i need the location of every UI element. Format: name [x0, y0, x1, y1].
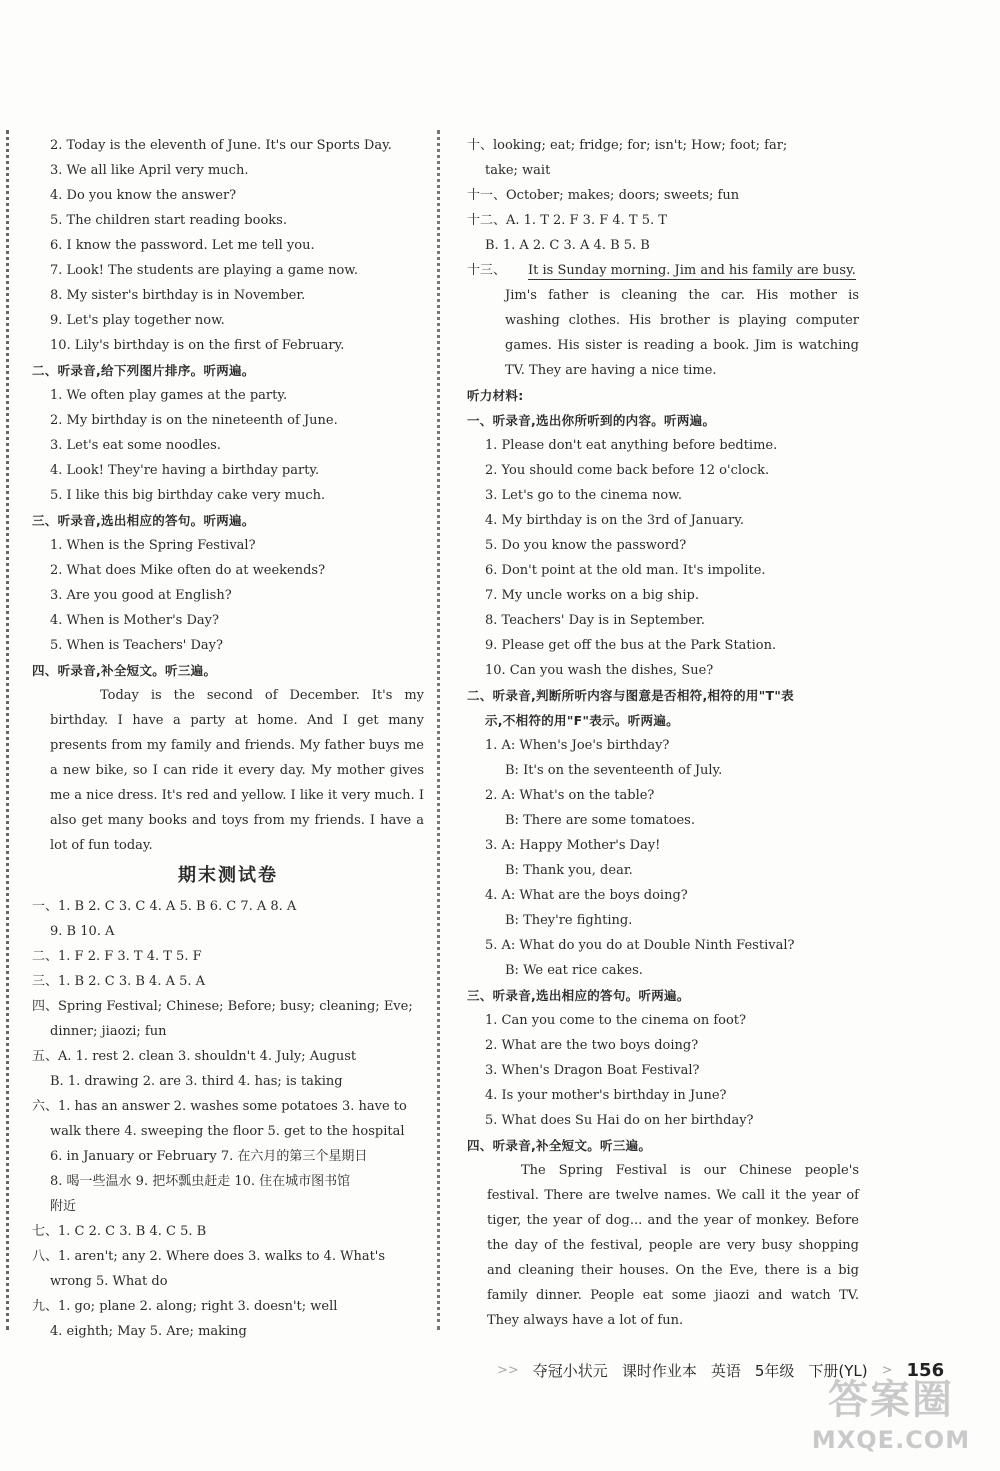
- text-line: walk there 4. sweeping the floor 5. get to the hospital: [50, 1124, 405, 1139]
- text-line: 4. My birthday is on the 3rd of January.: [485, 513, 745, 528]
- text-line: 2. A: What's on the table?: [485, 788, 655, 803]
- text-line: 2. Today is the eleventh of June. It's our Sports Day.: [50, 138, 392, 153]
- text-line: 十一、October; makes; doors; sweets; fun: [467, 188, 740, 203]
- listening-section-1-continued: [32, 133, 424, 358]
- listening-material-1: [467, 433, 859, 683]
- text-line: B. 1. drawing 2. are 3. third 4. has; is taking: [50, 1074, 343, 1089]
- text-line: dinner; jiaozi; fun: [50, 1024, 167, 1039]
- text-line: 5. Do you know the password?: [485, 538, 687, 553]
- text-line: 5. What does Su Hai do on her birthday?: [485, 1113, 754, 1128]
- text-line: 5. A: What do you do at Double Ninth Festival?: [485, 938, 795, 953]
- text-line: 六、1. has an answer 2. washes some potatoes 3. have to: [32, 1099, 407, 1114]
- text-line: 三、1. B 2. C 3. B 4. A 5. A: [32, 974, 206, 989]
- text-line: 1. When is the Spring Festival?: [50, 538, 256, 553]
- page-number: 156: [906, 1359, 945, 1381]
- section-heading: 四、听录音,补全短文。听三遍。: [32, 663, 217, 678]
- binding-dots-center: [437, 130, 443, 1330]
- section-heading: 一、听录音,选出你所听到的内容。听两遍。: [467, 413, 716, 428]
- listening-material-3: [467, 1008, 859, 1133]
- text-line: B: We eat rice cakes.: [505, 963, 643, 978]
- subject: 英语: [710, 1361, 741, 1380]
- text-line: 4. When is Mother's Day?: [50, 613, 219, 628]
- volume: 下册(YL): [808, 1361, 868, 1380]
- text-line: 4. Look! They're having a birthday party.: [50, 463, 320, 478]
- text-line: 3. Let's go to the cinema now.: [485, 488, 682, 503]
- text-line: B: It's on the seventeenth of July.: [505, 763, 723, 778]
- text-line: 3. Let's eat some noodles.: [50, 438, 221, 453]
- section-heading: 二、听录音,判断所听内容与图意是否相符,相符的用"T"表: [467, 688, 794, 703]
- text-line: 2. What are the two boys doing?: [485, 1038, 699, 1053]
- text-line: 附近: [50, 1199, 77, 1214]
- text-line: 6. in January or February 7. 在六月的第三个星期日: [50, 1149, 368, 1164]
- binding-dots-left: [6, 130, 12, 1330]
- text-line: 2. My birthday is on the nineteenth of June.: [50, 413, 338, 428]
- text-line: 七、1. C 2. C 3. B 4. C 5. B: [32, 1224, 207, 1239]
- text-line: 八、1. aren't; any 2. Where does 3. walks to 4. What's: [32, 1249, 386, 1264]
- text-line: 4. A: What are the boys doing?: [485, 888, 688, 903]
- text-line: 10. Can you wash the dishes, Sue?: [485, 663, 714, 678]
- text-line: 十二、A. 1. T 2. F 3. F 4. T 5. T: [467, 213, 667, 228]
- chevron-right-icon: >: [881, 1362, 893, 1378]
- text-line: 9. Please get off the bus at the Park Station.: [485, 638, 777, 653]
- text-line: 5. The children start reading books.: [50, 213, 287, 228]
- text-line: 5. When is Teachers' Day?: [50, 638, 223, 653]
- answer-key-continued: [467, 133, 859, 258]
- text-line: 九、1. go; plane 2. along; right 3. doesn't; well: [32, 1299, 338, 1314]
- text-line: 8. 喝一些温水 9. 把坏瓢虫赶走 10. 住在城市图书馆: [50, 1174, 351, 1189]
- brand-name: 夺冠小状元: [532, 1361, 608, 1380]
- text-line: 6. Don't point at the old man. It's impolite.: [485, 563, 766, 578]
- text-line: 6. I know the password. Let me tell you.: [50, 238, 315, 253]
- text-line: 4. eighth; May 5. Are; making: [50, 1324, 247, 1339]
- text-line: 二、1. F 2. F 3. T 4. T 5. F: [32, 949, 202, 964]
- text-line: 1. A: When's Joe's birthday?: [485, 738, 670, 753]
- text-line: 十、looking; eat; fridge; for; isn't; How; foot; far;: [467, 138, 788, 153]
- chevron-right-icon: >>: [497, 1362, 519, 1378]
- listening-section-2: [32, 383, 424, 508]
- answer-key: [32, 894, 424, 1344]
- text-line: 一、1. B 2. C 3. C 4. A 5. B 6. C 7. A 8. A: [32, 899, 297, 914]
- text-line: 10. Lily's birthday is on the first of February.: [50, 338, 345, 353]
- right-column: [467, 133, 859, 1333]
- section-heading-cont: 示,不相符的用"F"表示。听两遍。: [485, 713, 679, 728]
- text-line: 3. A: Happy Mother's Day!: [485, 838, 661, 853]
- text-line: 2. What does Mike often do at weekends?: [50, 563, 326, 578]
- text-line: 8. Teachers' Day is in September.: [485, 613, 705, 628]
- text-line: 5. I like this big birthday cake very much.: [50, 488, 326, 503]
- watermark-logo: 答案圈: [828, 1377, 954, 1423]
- listening-material-heading: 听力材料:: [467, 388, 524, 403]
- text-line: 3. Are you good at English?: [50, 588, 232, 603]
- text-line: 7. Look! The students are playing a game now.: [50, 263, 358, 278]
- grade: 5年级: [754, 1361, 795, 1380]
- text-line: 9. Let's play together now.: [50, 313, 225, 328]
- text-line: B: They're fighting.: [505, 913, 633, 928]
- watermark: [796, 1374, 986, 1464]
- writing-answer-line: [467, 258, 859, 283]
- text-line: 2. You should come back before 12 o'clock.: [485, 463, 770, 478]
- book-name: 课时作业本: [621, 1361, 697, 1380]
- exam-title: 期末测试卷: [178, 865, 278, 886]
- text-line: 4. Do you know the answer?: [50, 188, 237, 203]
- passage-text: The Spring Festival is our Chinese people's festival. There are twelve names. We call it the year of tiger, the year of dog... and the year of monkey. Before the day of the festival, people are very busy shopping and cleaning their houses. On the Eve, there is a big family dinner. People eat some jiaozi and watch TV. They always have a lot of fun.: [487, 1163, 859, 1328]
- text-line: 4. Is your mother's birthday in June?: [485, 1088, 727, 1103]
- text-line: 8. My sister's birthday is in November.: [50, 288, 306, 303]
- listening-section-3: [32, 533, 424, 658]
- text-line: 9. B 10. A: [50, 924, 115, 939]
- text-line: 3. When's Dragon Boat Festival?: [485, 1063, 700, 1078]
- writing-answer-text: Jim's father is cleaning the car. His mother is washing clothes. His brother is playing computer games. His sister is reading a book. Jim is watching TV. They are having a nice time.: [505, 288, 859, 378]
- section-label: 十三、: [467, 263, 507, 278]
- text-line: 1. We often play games at the party.: [50, 388, 288, 403]
- text-line: B: Thank you, dear.: [505, 863, 633, 878]
- writing-answer-first-sentence: It is Sunday morning. Jim and his family are busy.: [528, 263, 856, 278]
- text-line: 四、Spring Festival; Chinese; Before; busy; cleaning; Eve;: [32, 999, 413, 1014]
- passage-text: Today is the second of December. It's my birthday. I have a party at home. And I get many presents from my family and friends. My father buys me a new bike, so I can ride it every day. My mother gives me a nice dress. It's red and yellow. I like it very much. I also get many books and toys from my friends. I have a lot of fun today.: [50, 688, 424, 853]
- text-line: 7. My uncle works on a big ship.: [485, 588, 699, 603]
- section-heading: 三、听录音,选出相应的答句。听两遍。: [32, 513, 255, 528]
- section-heading: 三、听录音,选出相应的答句。听两遍。: [467, 988, 690, 1003]
- watermark-url: MXQE.COM: [811, 1426, 971, 1454]
- section-heading: 四、听录音,补全短文。听三遍。: [467, 1138, 652, 1153]
- text-line: 1. Can you come to the cinema on foot?: [485, 1013, 746, 1028]
- text-line: 3. We all like April very much.: [50, 163, 249, 178]
- text-line: B: There are some tomatoes.: [505, 813, 695, 828]
- left-column: [32, 133, 424, 1344]
- section-heading: 二、听录音,给下列图片排序。听两遍。: [32, 363, 255, 378]
- listening-material-2: [467, 733, 859, 983]
- text-line: 五、A. 1. rest 2. clean 3. shouldn't 4. July; August: [32, 1049, 357, 1064]
- text-line: 1. Please don't eat anything before bedtime.: [485, 438, 778, 453]
- text-line: wrong 5. What do: [50, 1274, 168, 1289]
- text-line: B. 1. A 2. C 3. A 4. B 5. B: [485, 238, 650, 253]
- text-line: take; wait: [485, 163, 551, 178]
